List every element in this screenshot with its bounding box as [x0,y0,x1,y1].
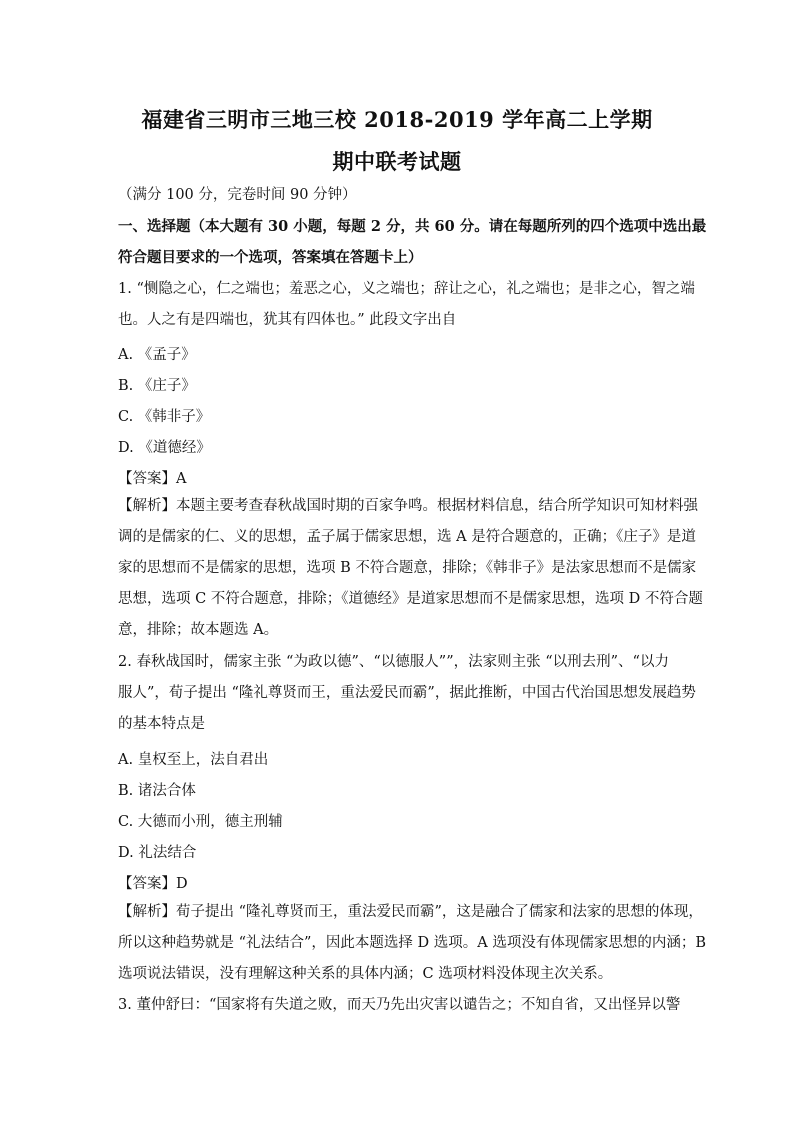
question-1-analysis-line: 调的是儒家的仁、义的思想，孟子属于儒家思想，选 A 是符合题意的，正确；《庄子》是道 [118,529,696,545]
question-1-option-a: A. 《孟子》 [118,347,196,363]
question-2-option-c: C. 大德而小刑，德主刑辅 [118,814,283,830]
question-1-answer: 【答案】A [118,471,187,487]
question-1-analysis-line: 意，排除；故本题选 A。 [118,622,279,638]
question-1-stem-line1: 1. “恻隐之心，仁之端也；羞恶之心，义之端也；辞让之心，礼之端也；是非之心，智之端 [118,281,695,297]
question-1-analysis-line: 【解析】本题主要考查春秋战国时期的百家争鸣。根据材料信息，结合所学知识可知材料强 [118,498,698,514]
section-heading-line2: 符合题目要求的一个选项，答案填在答题卡上） [118,249,423,266]
question-1-stem [118,274,695,336]
question-1-analysis-line: 家的思想而不是儒家的思想，选项 B 不符合题意，排除；《韩非子》是法家思想而不是儒家 [118,560,697,576]
question-1-option-d: D. 《道德经》 [118,440,211,456]
question-2-option-d: D. 礼法结合 [118,845,197,861]
question-2-option-a: A. 皇权至上，法自君出 [118,752,269,768]
question-2-analysis [118,897,707,990]
question-2-stem [118,647,696,740]
question-2-stem-line: 的基本特点是 [118,716,205,732]
question-1-option-b: B. 《庄子》 [118,378,196,394]
document-title-line1: 福建省三明市三地三校 2018-2019 学年高二上学期 [141,107,653,132]
exam-info: （满分 100 分，完卷时间 90 分钟） [118,187,357,203]
question-2-option-b: B. 诸法合体 [118,783,196,799]
question-2-analysis-line: 选项说法错误，没有理解这种关系的具体内涵；C 选项材料没体现主次关系。 [118,966,613,982]
section-heading-line1: 一、选择题（本大题有 30 小题，每题 2 分，共 60 分。请在每题所列的四个选项中选出最 [118,218,707,235]
document-title-line2: 期中联考试题 [332,149,462,174]
question-2-stem-line: 服人”，荀子提出 “隆礼尊贤而王，重法爱民而霸”，据此推断，中国古代治国思想发展趋势 [118,685,696,701]
section-heading [118,211,707,273]
question-1-stem-line2: 也。人之有是四端也，犹其有四体也。” 此段文字出自 [118,312,457,328]
question-2-stem-line: 2. 春秋战国时，儒家主张 “为政以德”、“以德服人””，法家则主张 “以刑去刑”、“以力 [118,654,669,670]
question-2-answer: 【答案】D [118,876,188,892]
question-3-stem-line1: 3. 董仲舒曰：“国家将有失道之败，而天乃先出灾害以谴告之；不知自省，又出怪异以警 [118,997,681,1013]
question-2-analysis-line: 【解析】荀子提出 “隆礼尊贤而王，重法爱民而霸”，这是融合了儒家和法家的思想的体现， [118,904,703,920]
question-1-analysis-line: 思想，选项 C 不符合题意，排除；《道德经》是道家思想而不是儒家思想，选项 D 不符合题 [118,591,703,607]
question-1-analysis [118,491,703,646]
question-2-analysis-line: 所以这种趋势就是 “礼法结合”，因此本题选择 D 选项。A 选项没有体现儒家思想的内涵；B [118,935,707,951]
question-3-stem [118,990,680,1021]
question-1-option-c: C. 《韩非子》 [118,409,211,425]
